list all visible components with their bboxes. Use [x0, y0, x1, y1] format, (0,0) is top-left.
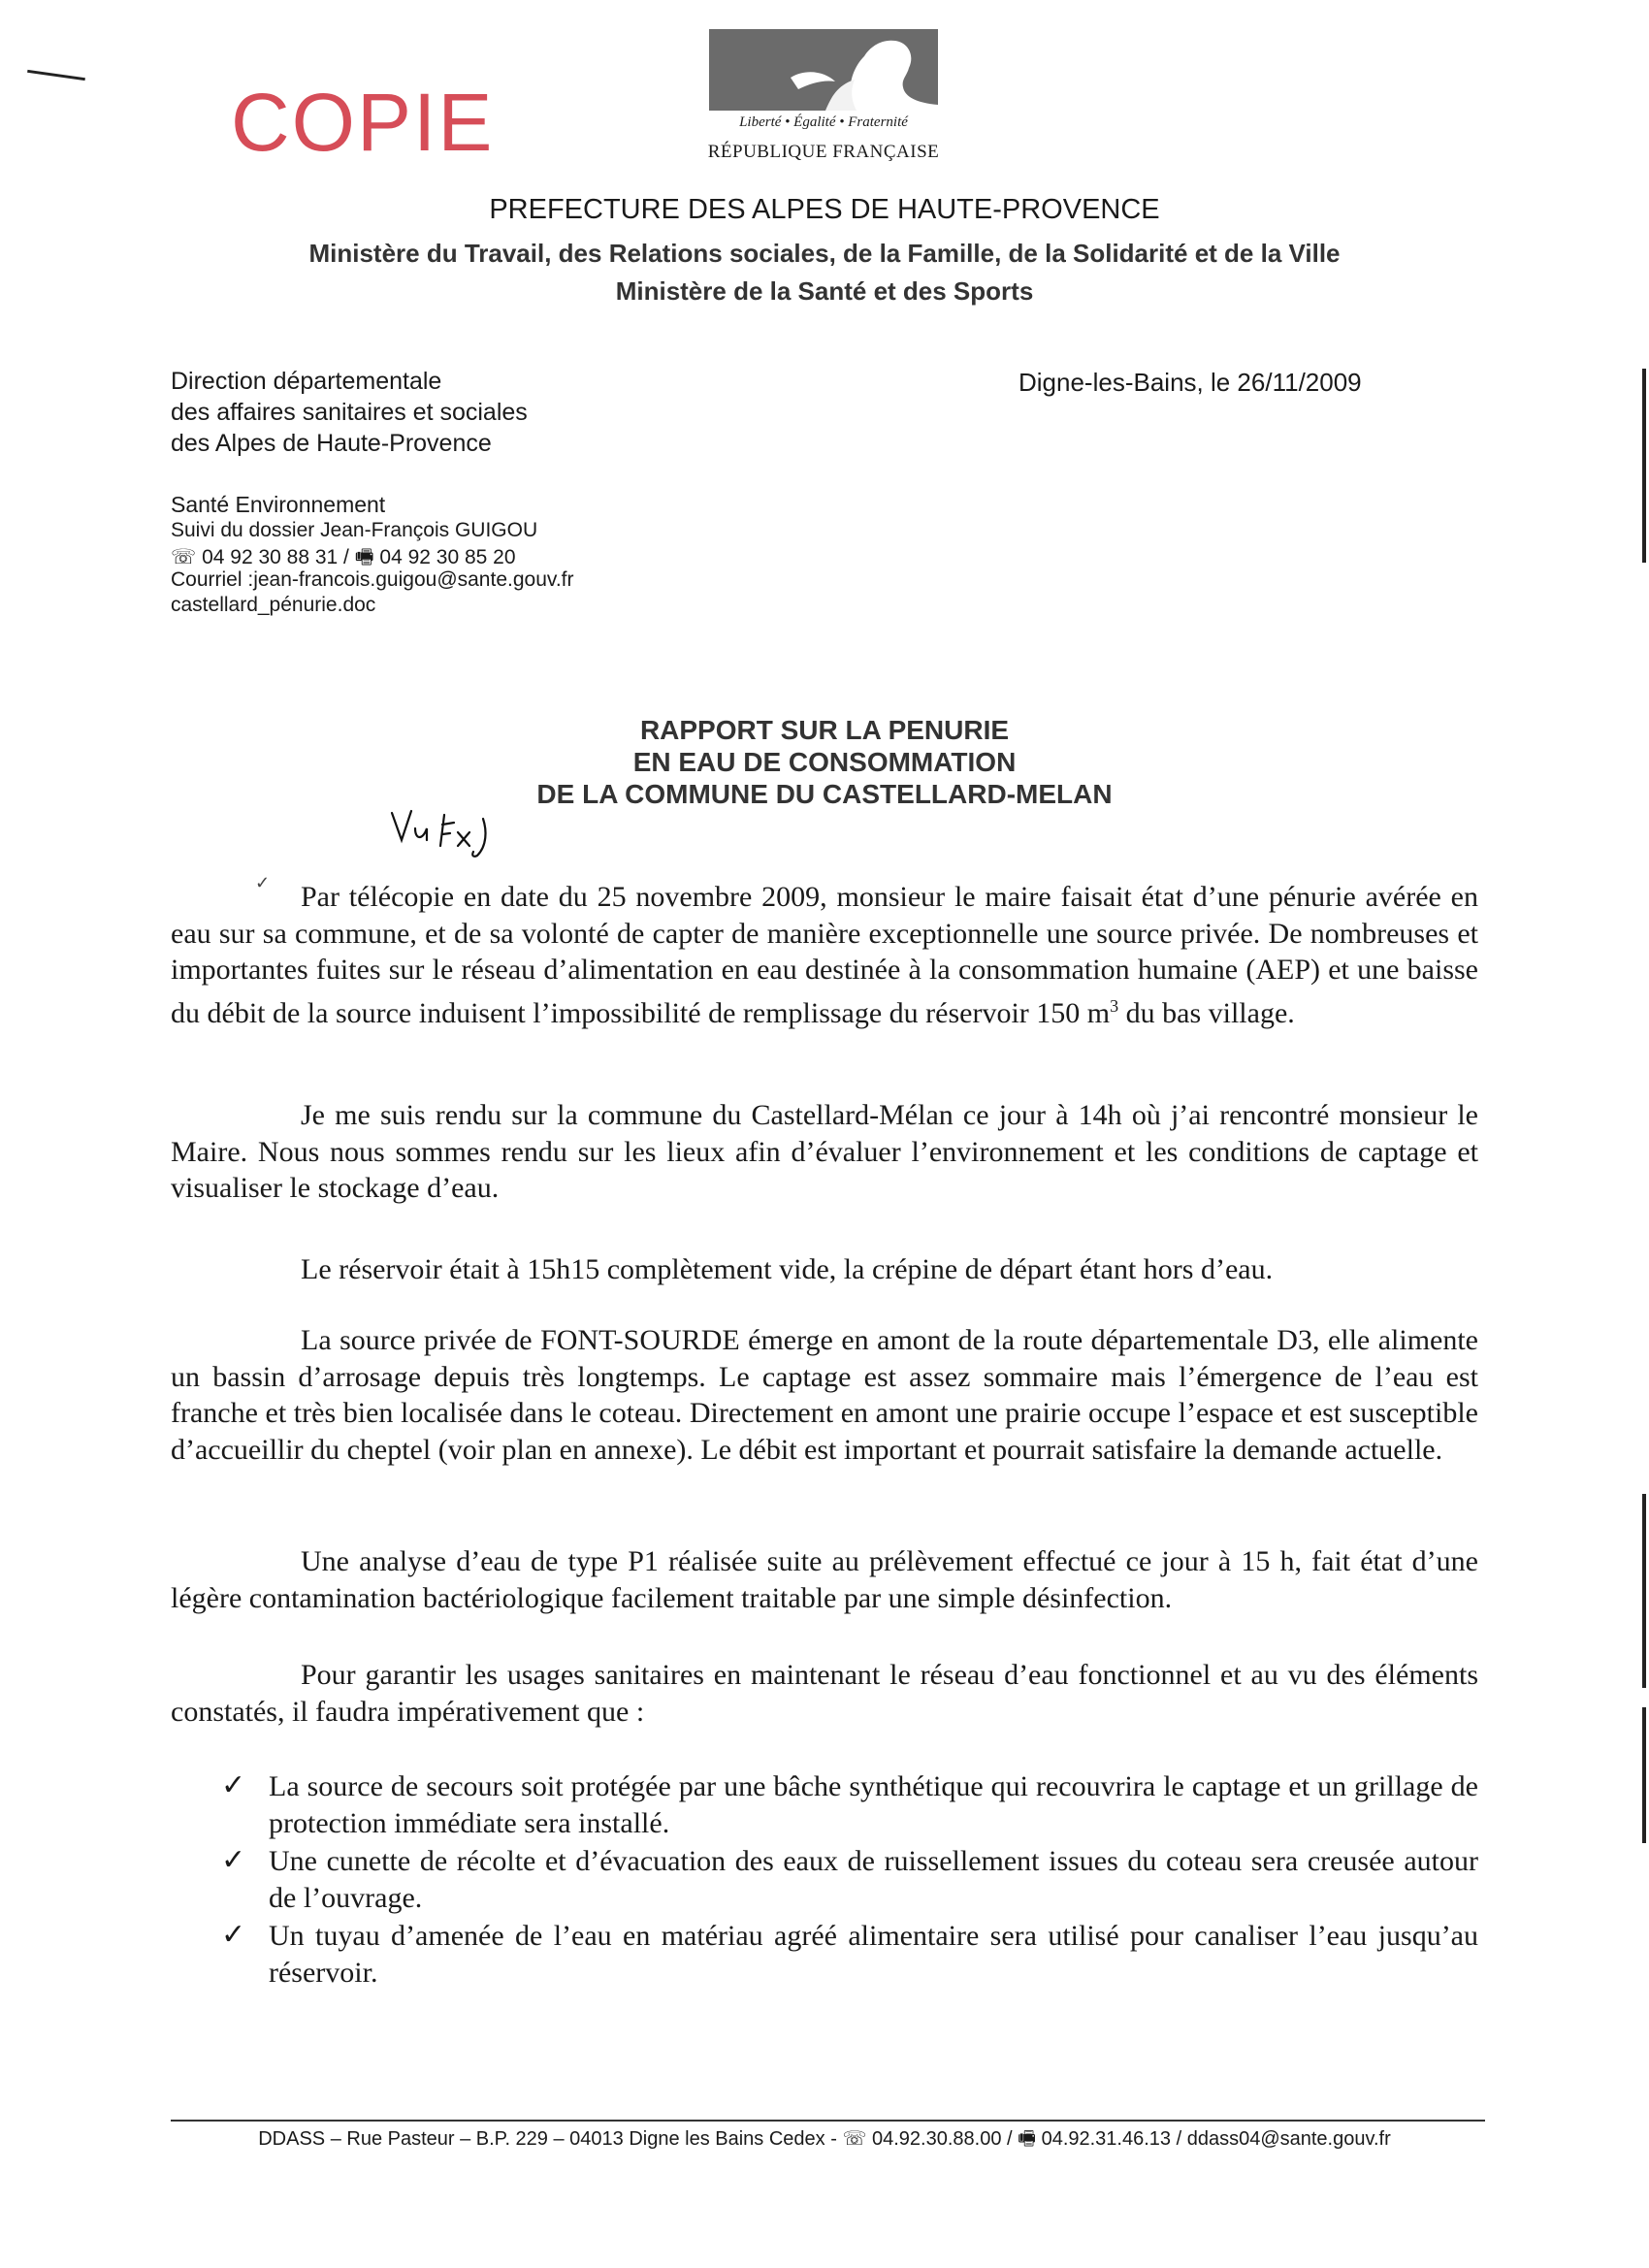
sender-direction-line: des Alpes de Haute-Provence: [171, 430, 492, 457]
sender-direction-line: Direction départementale: [171, 368, 442, 395]
scan-mark: [27, 70, 85, 81]
sender-phone-fax: ☏ 04 92 30 88 31 / 🖷 04 92 30 85 20: [171, 546, 516, 568]
prefecture-heading: PREFECTURE DES ALPES DE HAUTE-PROVENCE: [489, 194, 1160, 225]
sender-service: Santé Environnement: [171, 492, 386, 517]
body-paragraph: Pour garantir les usages sanitaires en maintenant le réseau d’eau fonctionnel et au vu des éléments constatés, il faudra impérativement que :: [171, 1659, 1478, 1728]
body-paragraph: Le réservoir était à 15h15 complètement vide, la crépine de départ étant hors d’eau.: [301, 1253, 1274, 1285]
scan-tick-mark: ✓: [255, 873, 271, 892]
ministry-heading-2: Ministère de la Santé et des Sports: [615, 276, 1034, 306]
report-title-line: EN EAU DE CONSOMMATION: [632, 747, 1017, 777]
scan-edge: [1642, 1494, 1646, 1688]
check-icon: ✓: [221, 1919, 246, 1951]
scan-edge: [1642, 369, 1646, 563]
body-paragraph: Je me suis rendu sur la commune du Castellard-Mélan ce jour à 14h où j’ai rencontré monsieur le Maire. Nous nous sommes rendu sur les lieux afin d’évaluer l’environnement et les conditions de captage et visualiser le stockage d’eau.: [171, 1099, 1478, 1204]
paragraph-text: du bas village.: [1118, 996, 1295, 1029]
marianne-logo: [709, 29, 938, 111]
sender-direction-line: des affaires sanitaires et sociales: [171, 399, 528, 426]
footer-rule: [171, 2120, 1485, 2122]
sender-followed-by: Suivi du dossier Jean-François GUIGOU: [171, 519, 538, 541]
date-line: Digne-les-Bains, le 26/11/2009: [1018, 368, 1362, 397]
superscript-3: 3: [1110, 995, 1119, 1016]
check-icon: ✓: [221, 1769, 246, 1801]
body-paragraph: Une analyse d’eau de type P1 réalisée suite au prélèvement effectué ce jour à 15 h, fait état d’une légère contamination bactériologique facilement traitable par une simple désinfection.: [171, 1545, 1478, 1614]
list-item: Une cunette de récolte et d’évacuation des eaux de ruissellement issues du coteau sera creusée autour de l’ouvrage.: [269, 1845, 1478, 1914]
list-item: Un tuyau d’amenée de l’eau en matériau agréé alimentaire sera utilisé pour canaliser l’eau jusqu’au réservoir.: [269, 1920, 1478, 1989]
report-title-line: DE LA COMMUNE DU CASTELLARD-MELAN: [536, 779, 1113, 809]
footer-address: DDASS – Rue Pasteur – B.P. 229 – 04013 Digne les Bains Cedex - ☏ 04.92.30.88.00 / 🖷 04.92.31.46.13 / ddass04@sante.gouv.fr: [258, 2128, 1391, 2150]
handwritten-annotation: [390, 807, 497, 859]
ministry-heading-1: Ministère du Travail, des Relations sociales, de la Famille, de la Solidarité et de la Ville: [308, 239, 1341, 268]
paragraph-text: Par télécopie en date du 25 novembre 2009, monsieur le maire faisait état d’une pénurie avérée en eau sur sa commune, et de sa volonté de capter de manière exceptionnelle une source privée. De nombreuses et importantes fuites sur le réseau d’alimentation en eau destinée à la consommation humaine (AEP) et une baisse du débit de la source induisent l’impossibilité de remplissage du réservoir 150 m: [171, 881, 1478, 1029]
list-item: La source de secours soit protégée par une bâche synthétique qui recouvrira le captage et un grillage de protection immédiate sera installé.: [269, 1770, 1478, 1839]
copy-stamp: COPIE: [231, 77, 495, 168]
body-paragraph: La source privée de FONT-SOURDE émerge en amont de la route départementale D3, elle alimente un bassin d’arrosage depuis très longtemps. Le captage est assez sommaire mais l’émergence de l’eau est franche et très bien localisée dans le coteau. Directement en amont une prairie occupe l’espace et est susceptible d’accueillir du cheptel (voir plan en annexe). Le débit est important et pourrait satisfaire la demande actuelle.: [171, 1324, 1478, 1466]
body-paragraph: [171, 879, 1478, 1031]
republic-name: RÉPUBLIQUE FRANÇAISE: [707, 142, 940, 162]
sender-filename: castellard_pénurie.doc: [171, 594, 376, 616]
check-icon: ✓: [221, 1844, 246, 1876]
report-title-line: RAPPORT SUR LA PENURIE: [639, 715, 1010, 745]
scan-edge: [1642, 1707, 1646, 1843]
republic-motto: Liberté • Égalité • Fraternité: [739, 114, 908, 130]
sender-email: Courriel :jean-francois.guigou@sante.gouv.fr: [171, 568, 574, 591]
